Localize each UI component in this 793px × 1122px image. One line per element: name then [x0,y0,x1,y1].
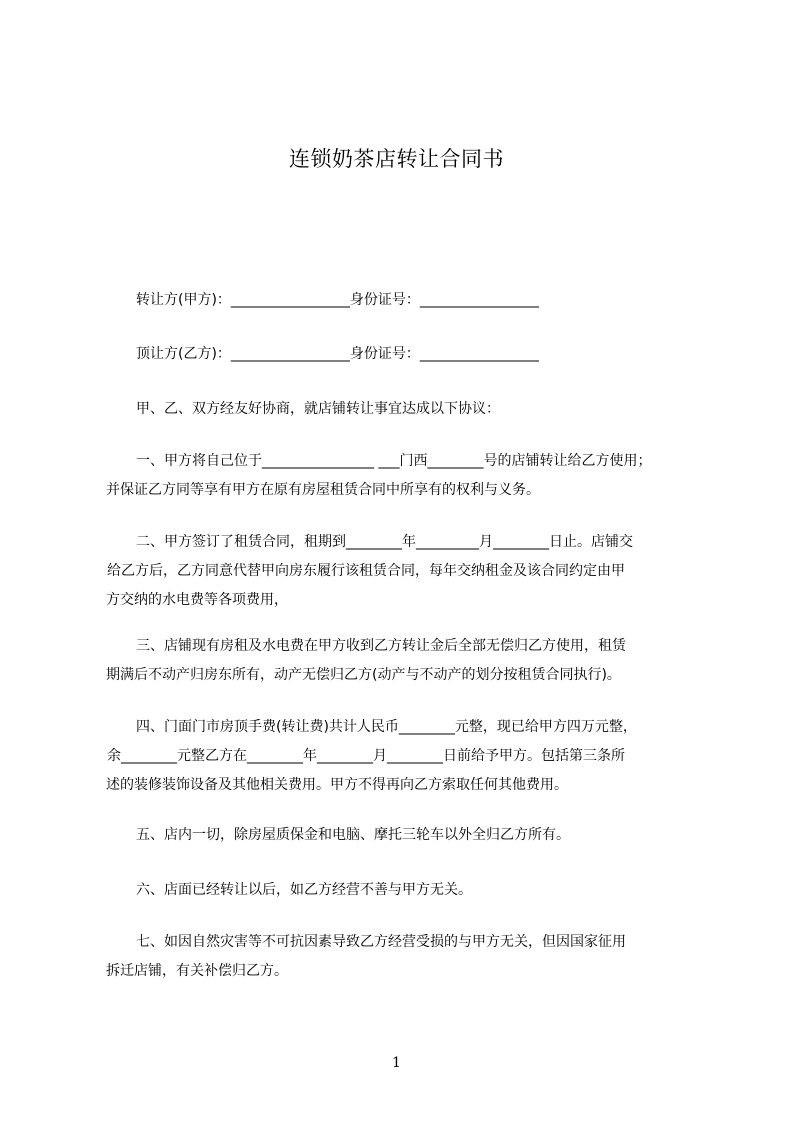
clause-2-line-2: 给乙方后，乙方同意代替甲向房东履行该租赁合同，每年交纳租金及该合同约定由甲 [107,563,625,579]
clause-3-line-1: 三、店铺现有房租及水电费在甲方收到乙方转让金后全部无偿归乙方使用，租赁 [136,638,626,654]
party-b-line: 顶让方(乙方)：_________________身份证号：_________________ [136,346,539,362]
clause-7-line-1: 七、如因自然灾害等不可抗因素导致乙方经营受损的与甲方无关，但因国家征用 [136,934,626,950]
party-a-line: 转让方(甲方)：_________________身份证号：_________________ [136,292,539,308]
clause-4-line-1: 四、门面门市房顶手费(转让费)共计人民币________元整，现已给甲方四万元整， [136,719,637,735]
clause-4 [106,713,700,800]
clause-3-line-2: 期满后不动产归房东所有，动产无偿归乙方(动产与不动产的划分按租赁合同执行)。 [106,667,621,683]
intro-paragraph: 甲、乙、双方经友好协商，就店铺转让事宜达成以下协议： [136,401,500,417]
clause-3 [106,632,700,690]
clause-2-line-1: 二、甲方签订了租赁合同，租期到________年_________月________日止。店铺交 [136,534,633,550]
clause-1-line-2: 并保证乙方同等享有甲方在原有房屋租赁合同中所享有的权利与义务。 [106,482,540,498]
clause-6: 六、店面已经转让以后，如乙方经营不善与甲方无关。 [136,882,472,898]
clause-7 [106,928,700,986]
document-title: 连锁奶茶店转让合同书 [289,147,504,171]
clause-5: 五、店内一切，除房屋质保金和电脑、摩托三轮车以外全归乙方所有。 [136,827,570,843]
clause-1 [106,447,700,505]
clause-7-line-2: 拆迁店铺，有关补偿归乙方。 [106,963,288,979]
clause-2 [106,528,700,615]
page-number: 1 [392,1055,401,1071]
clause-4-line-3: 述的装修装饰设备及其他相关费用。甲方不得再向乙方索取任何其他费用。 [106,777,568,793]
clause-1-line-1: 一、甲方将自己位于________________ ___门西________号的店铺转让给乙方使用； [136,453,652,469]
clause-4-line-2: 余________元整乙方在________年________月________日前给予甲方。包括第三条所 [107,748,625,764]
clause-2-line-3: 方交纳的水电费等各项费用， [106,592,288,608]
